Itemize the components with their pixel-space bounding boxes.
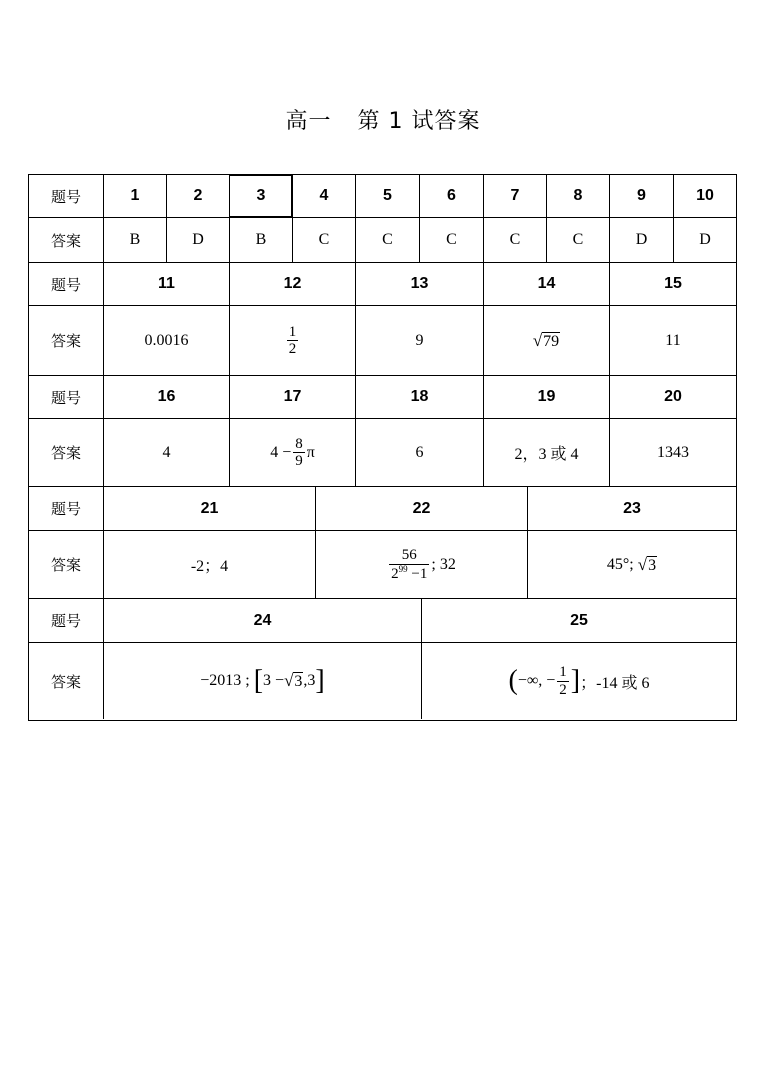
expression-suffix: π	[306, 443, 315, 461]
answer-expression	[103, 643, 421, 719]
question-number: 12	[229, 263, 355, 305]
row-label-question: 题号	[50, 612, 81, 630]
denominator-rest: −1	[407, 565, 428, 582]
fraction	[389, 547, 429, 582]
question-number: 25	[421, 599, 736, 642]
answer-value: C	[292, 218, 355, 262]
title-grade: 高一	[285, 109, 332, 134]
answer-value: C	[355, 218, 419, 262]
question-number: 17	[229, 376, 355, 418]
denominator-exponent: 99	[398, 563, 408, 574]
table-row-answer-11-15	[29, 305, 736, 375]
left-bracket-icon: [	[253, 665, 264, 696]
title-test: 第 1 试答案	[357, 109, 481, 134]
question-number: 14	[483, 263, 609, 305]
row-label-answer: 答案	[50, 672, 81, 691]
row-label-answer: 答案	[50, 231, 81, 250]
answer-value: B	[229, 218, 292, 262]
interval-end: ,3	[303, 672, 316, 689]
answer-value: C	[546, 218, 609, 262]
square-root	[284, 671, 303, 691]
fraction	[287, 324, 299, 358]
radicand: 3	[294, 673, 303, 691]
fraction-numerator: 8	[295, 435, 303, 452]
answer-value: -2；4	[103, 531, 315, 598]
row-label-answer: 答案	[50, 332, 81, 350]
page-title	[0, 104, 766, 135]
expression-suffix: ; 32	[431, 555, 456, 573]
expression-prefix: −2013 ;	[200, 672, 254, 689]
question-number: 6	[419, 175, 483, 217]
question-number: 16	[103, 376, 229, 418]
row-label-question: 题号	[50, 275, 81, 294]
answer-sqrt	[483, 306, 609, 375]
answer-value: 6	[355, 419, 483, 486]
radical-sign-icon: √	[532, 330, 543, 350]
row-label-question: 题号	[50, 500, 81, 518]
expression-prefix: 45°;	[606, 555, 638, 573]
table-row-answer-24-25	[29, 642, 736, 719]
fraction-denominator: 2	[288, 341, 297, 357]
question-number: 2	[166, 175, 229, 217]
answer-value: 2，3 或 4	[483, 419, 609, 486]
answer-expression	[229, 419, 355, 486]
table-row-question-11-15	[29, 262, 736, 305]
denominator-base: 2	[391, 565, 399, 582]
table-row-question-1-10	[29, 175, 736, 217]
answer-expression	[421, 643, 736, 719]
fraction-numerator: 56	[401, 547, 417, 563]
answer-value: 0.0016	[103, 306, 229, 375]
answer-table	[28, 174, 737, 721]
answer-value: 9	[355, 306, 483, 375]
answer-value: B	[103, 218, 166, 262]
fraction-denominator: 9	[295, 453, 303, 469]
row-label-answer: 答案	[50, 444, 81, 462]
answer-value: 4	[103, 419, 229, 486]
radical-sign-icon: √	[284, 671, 294, 690]
answer-expression	[315, 531, 527, 598]
question-number: 20	[609, 376, 736, 418]
left-paren-icon: (	[508, 665, 518, 696]
answer-expression	[527, 531, 736, 598]
answer-value: D	[609, 218, 673, 262]
question-number: 5	[355, 175, 419, 217]
answer-value: 1343	[609, 419, 736, 486]
interval-start: 3 −	[263, 672, 285, 689]
row-label-answer: 答案	[50, 556, 81, 574]
radicand: 3	[648, 556, 657, 574]
answer-value: C	[483, 218, 546, 262]
expression-suffix: ；-14 或 6	[580, 674, 650, 692]
question-number: 21	[103, 487, 315, 530]
question-number: 4	[292, 175, 355, 217]
question-number: 19	[483, 376, 609, 418]
answer-value: D	[166, 218, 229, 262]
question-number: 15	[609, 263, 736, 305]
answer-fraction	[229, 306, 355, 375]
fraction-numerator: 1	[559, 664, 567, 680]
fraction-denominator: 2	[559, 681, 567, 698]
table-row-question-16-20	[29, 375, 736, 418]
table-row-question-21-23	[29, 486, 736, 530]
right-bracket-icon: ]	[570, 665, 581, 696]
question-number: 10	[673, 175, 736, 217]
question-number: 23	[527, 487, 736, 530]
fraction-numerator: 1	[288, 323, 297, 340]
answer-value: D	[673, 218, 736, 262]
question-number: 13	[355, 263, 483, 305]
radicand: 79	[543, 332, 560, 350]
fraction-denominator	[389, 564, 429, 583]
right-bracket-icon: ]	[315, 665, 325, 696]
table-row-question-24-25	[29, 598, 736, 642]
radical-sign-icon: √	[637, 554, 648, 574]
question-number: 18	[355, 376, 483, 418]
square-root	[638, 555, 657, 575]
question-number: 3	[229, 175, 292, 217]
fraction	[557, 664, 569, 698]
row-label-question: 题号	[50, 187, 81, 206]
table-row-answer-1-10	[29, 217, 736, 262]
answer-value: C	[419, 218, 483, 262]
question-number: 7	[483, 175, 546, 217]
table-row-answer-21-23	[29, 530, 736, 598]
interval-start: −∞, −	[517, 672, 556, 689]
question-number: 22	[315, 487, 527, 530]
row-label-question: 题号	[50, 388, 81, 407]
question-number: 1	[103, 175, 166, 217]
question-number: 9	[609, 175, 673, 217]
question-number: 11	[103, 263, 229, 305]
square-root	[533, 331, 560, 351]
question-number: 24	[103, 599, 421, 642]
fraction	[293, 436, 305, 470]
table-row-answer-16-20	[29, 418, 736, 486]
question-number: 8	[546, 175, 609, 217]
answer-value: 11	[609, 306, 736, 375]
expression-prefix: 4 −	[270, 443, 292, 461]
